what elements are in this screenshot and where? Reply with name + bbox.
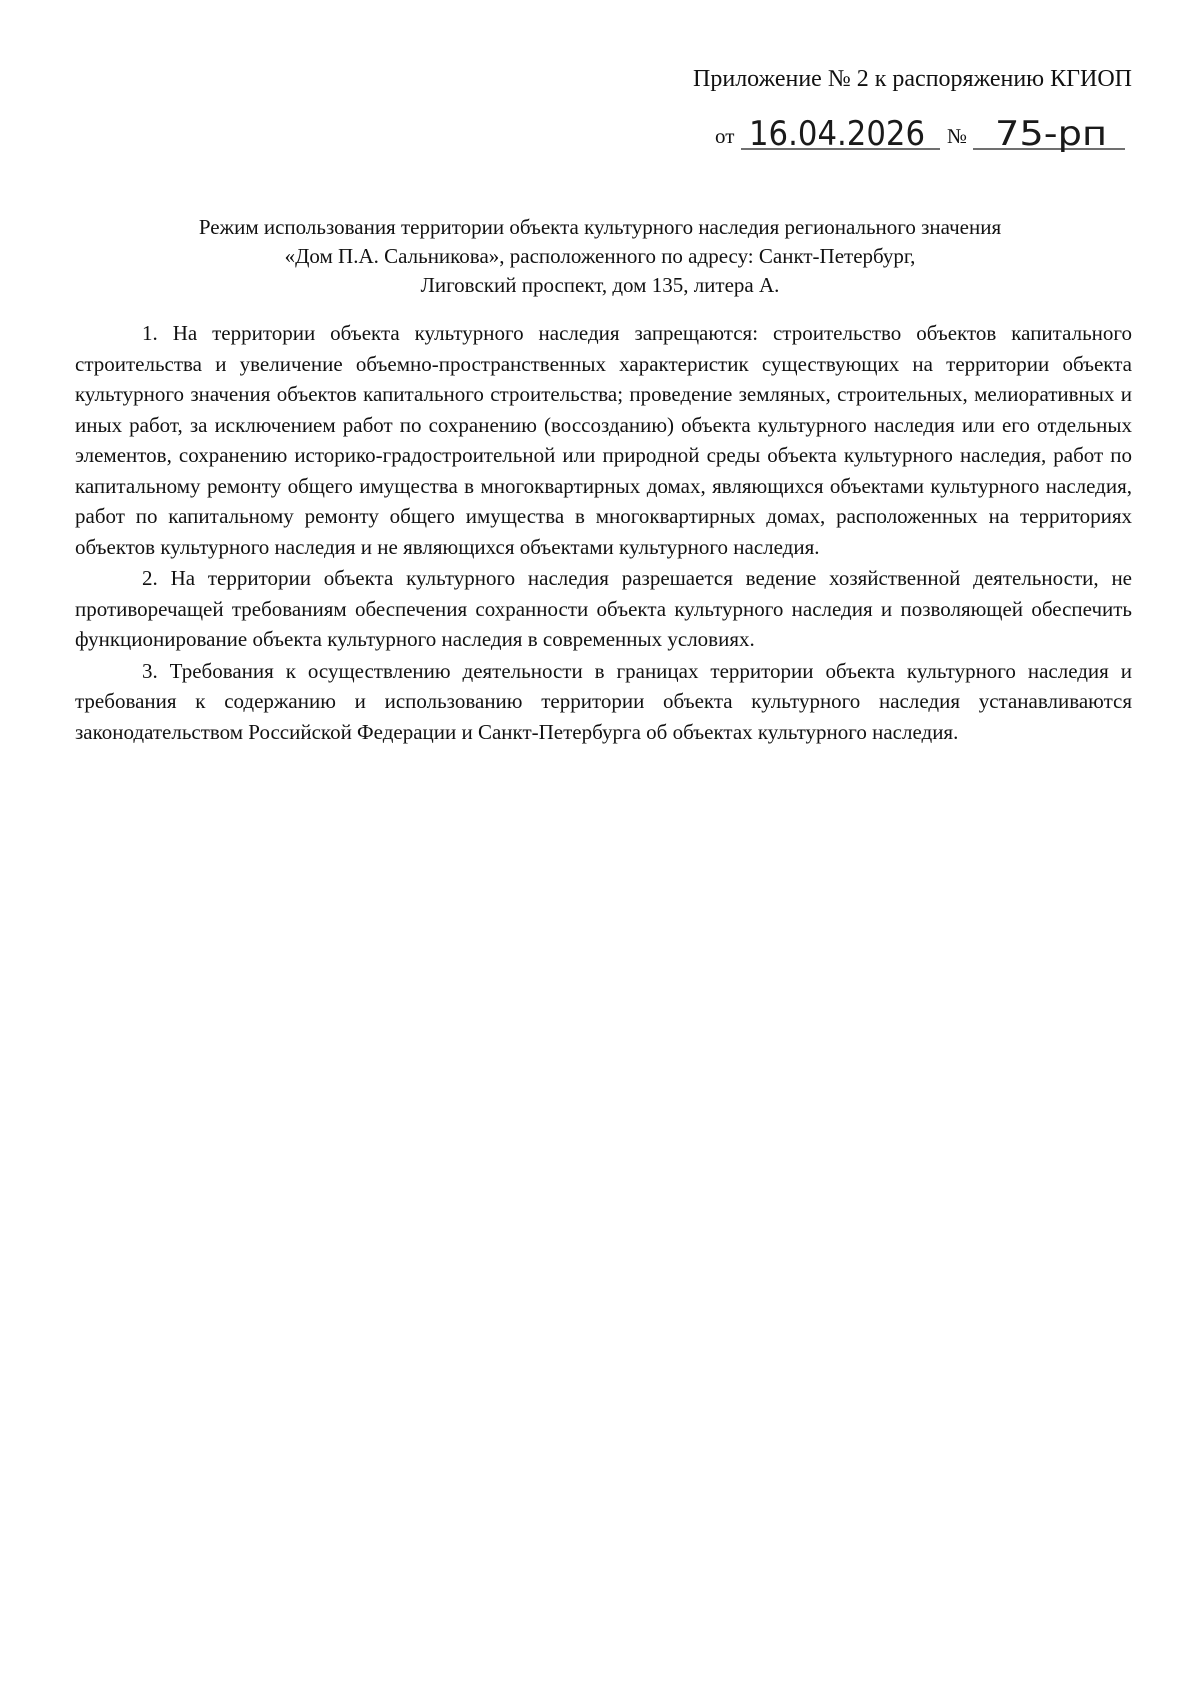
- document-body: [75, 318, 1132, 748]
- from-label: от: [715, 124, 735, 148]
- document-title: [100, 213, 1100, 300]
- title-line-2: «Дом П.А. Сальникова», расположенного по адресу: Санкт-Петербург,: [284, 244, 916, 268]
- handwritten-fill: [715, 112, 1135, 172]
- handwritten-date: 16.04.2026: [749, 114, 925, 154]
- title-line-1: Режим использования территории объекта культурного наследия регионального значения: [198, 215, 1002, 239]
- paragraph-2: 2. На территории объекта культурного наследия разрешается ведение хозяйственной деятельности, не противоречащей требованиям обеспечения сохранности объекта культурного наследия и позволяющей обеспечить функционирование объекта культурного наследия в современных условиях.: [75, 566, 1132, 651]
- appendix-reference: Приложение № 2 к распоряжению КГИОП: [693, 66, 1132, 92]
- paragraph-1: 1. На территории объекта культурного наследия запрещаются: строительство объектов капитального строительства и увеличение объемно-пространственных характеристик существующих на территории объекта культурного значения объектов капитального строительства; проведение земляных, строительных, мелиоративных и иных работ, за исключением работ по сохранению (воссозданию) объекта культурного наследия или его отдельных элементов, сохранению историко-градостроительной или природной среды объекта культурного наследия, работ по капитальному ремонту общего имущества в многоквартирных домах, являющихся объектами культурного наследия, работ по капитальному ремонту общего имущества в многоквартирных домах, расположенных на территориях объектов культурного наследия и не являющихся объектами культурного наследия.: [75, 321, 1132, 559]
- handwritten-number: 75-рп: [995, 114, 1107, 154]
- paragraph-3: 3. Требования к осуществлению деятельности в границах территории объекта культурного наследия и требования к содержанию и использованию территории объекта культурного наследия устанавливаются законодательством Российской Федерации и Санкт-Петербурга об объектах культурного наследия.: [75, 658, 1132, 744]
- order-date-number-line: [715, 112, 1135, 172]
- number-sign: №: [947, 124, 968, 148]
- title-line-3: Лиговский проспект, дом 135, литера А.: [420, 273, 780, 297]
